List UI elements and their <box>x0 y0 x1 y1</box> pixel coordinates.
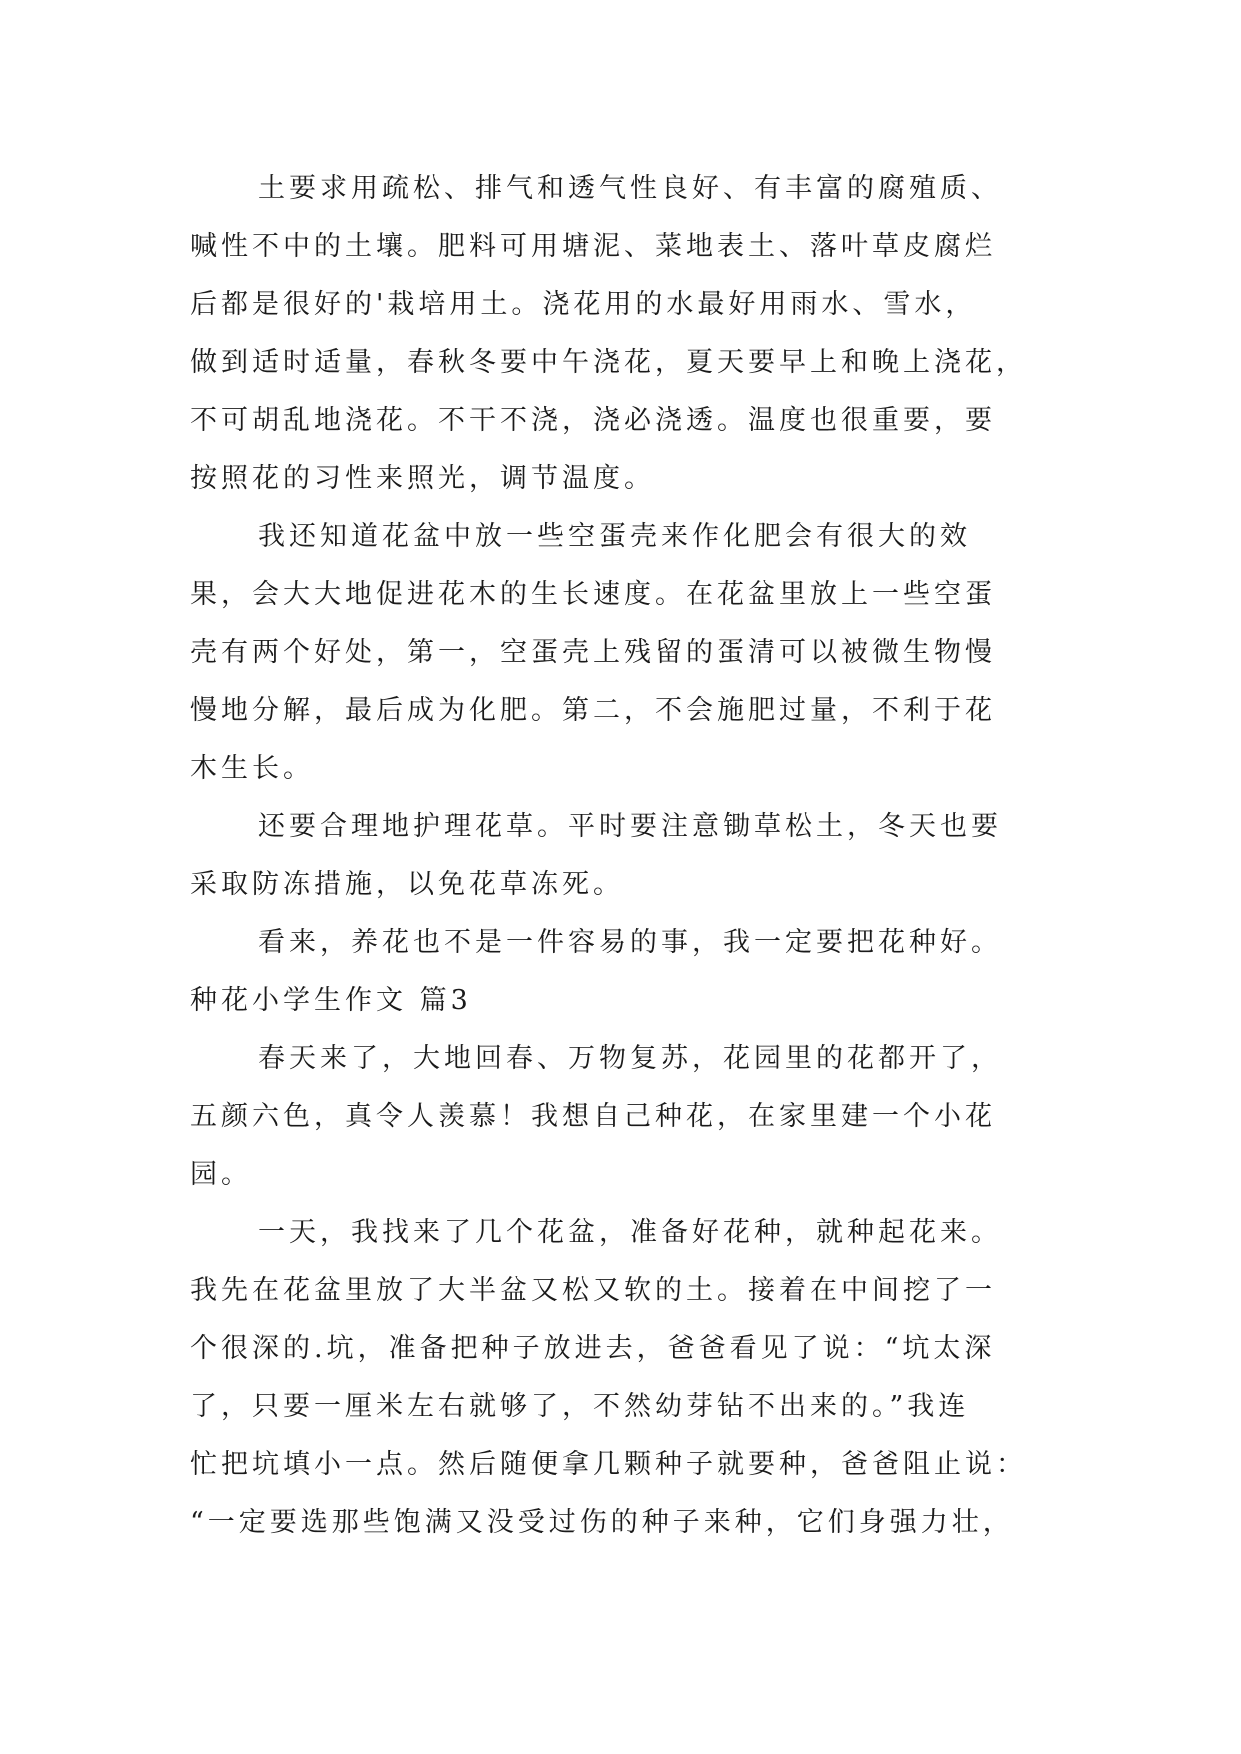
paragraph-line: 了，只要一厘米左右就够了，不然幼芽钻不出来的。”我连 <box>190 1391 970 1422</box>
paragraph <box>190 160 1090 508</box>
paragraph-line: 园。 <box>190 1159 252 1190</box>
paragraph-line: 看来，养花也不是一件容易的事，我一定要把花种好。 <box>258 927 1002 958</box>
paragraph-line: 我先在花盆里放了大半盆又松又软的土。接着在中间挖了一 <box>190 1275 996 1306</box>
paragraph-line: 我还知道花盆中放一些空蛋壳来作化肥会有很大的效 <box>258 521 971 552</box>
paragraph-line: “一定要选那些饱满又没受过伤的种子来种，它们身强力壮， <box>190 1507 1014 1538</box>
paragraph-line: 个很深的.坑，准备把种子放进去，爸爸看见了说：“坑太深 <box>190 1333 996 1364</box>
paragraph <box>190 798 1090 914</box>
paragraph <box>190 508 1090 798</box>
paragraph-line: 还要合理地护理花草。平时要注意锄草松土，冬天也要 <box>258 811 1002 842</box>
paragraph-line: 按照花的习性来照光，调节温度。 <box>190 463 655 494</box>
section-heading: 种花小学生作文 篇3 <box>190 985 472 1016</box>
paragraph <box>190 1204 1090 1552</box>
paragraph-line: 果，会大大地促进花木的生长速度。在花盆里放上一些空蛋 <box>190 579 996 610</box>
paragraph-line: 壳有两个好处，第一，空蛋壳上残留的蛋清可以被微生物慢 <box>190 637 996 668</box>
paragraph-line: 慢地分解，最后成为化肥。第二，不会施肥过量，不利于花 <box>190 695 996 726</box>
paragraph-line: 一天，我找来了几个花盆，准备好花种，就种起花来。 <box>258 1217 1002 1248</box>
paragraph-line: 做到适时适量，春秋冬要中午浇花，夏天要早上和晚上浇花， <box>190 347 1027 378</box>
paragraph-line: 五颜六色，真令人羡慕！我想自己种花，在家里建一个小花 <box>190 1101 996 1132</box>
paragraph-line: 春天来了，大地回春、万物复苏，花园里的花都开了， <box>258 1043 1002 1074</box>
paragraph-line: 采取防冻措施，以免花草冻死。 <box>190 869 624 900</box>
paragraph-line: 后都是很好的'栽培用土。浇花用的水最好用雨水、雪水， <box>190 289 977 320</box>
paragraph <box>190 914 1090 972</box>
essay-body <box>190 160 1090 1552</box>
paragraph-line: 不可胡乱地浇花。不干不浇，浇必浇透。温度也很重要，要 <box>190 405 996 436</box>
paragraph-line: 土要求用疏松、排气和透气性良好、有丰富的腐殖质、 <box>258 173 1002 204</box>
paragraph-line: 木生长。 <box>190 753 314 784</box>
paragraph-line: 忙把坑填小一点。然后随便拿几颗种子就要种，爸爸阻止说： <box>190 1449 1027 1480</box>
paragraph-line: 喊性不中的土壤。肥料可用塘泥、菜地表土、落叶草皮腐烂 <box>190 231 996 262</box>
paragraph <box>190 1030 1090 1204</box>
